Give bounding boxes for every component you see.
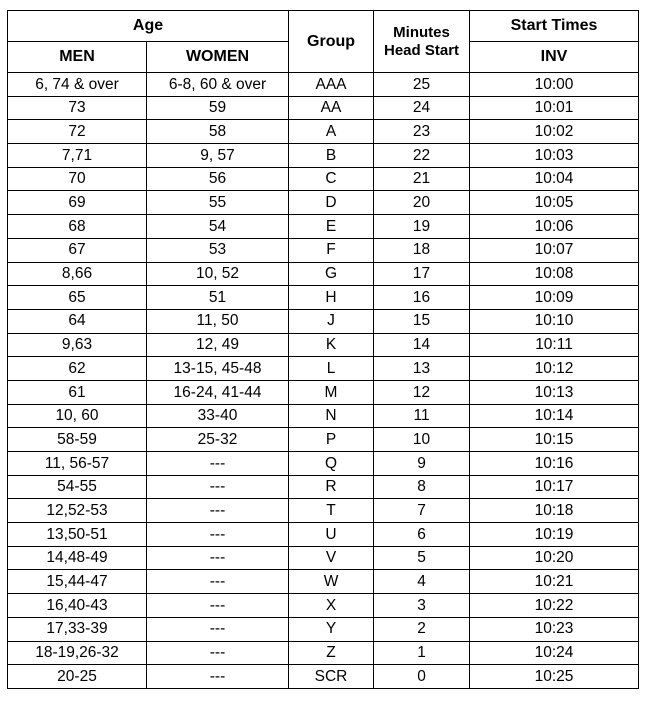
table-row — [8, 120, 639, 144]
women-age-cell: 59 — [147, 96, 289, 120]
start-time-cell: 10:25 — [470, 665, 639, 689]
women-age-cell: 10, 52 — [147, 262, 289, 286]
group-cell: B — [289, 144, 374, 168]
men-age-cell: 73 — [8, 96, 147, 120]
start-time-cell: 10:07 — [470, 238, 639, 262]
table-row — [8, 215, 639, 239]
women-age-cell: 9, 57 — [147, 144, 289, 168]
women-age-cell: --- — [147, 499, 289, 523]
table-row — [8, 238, 639, 262]
group-cell: G — [289, 262, 374, 286]
table-row — [8, 428, 639, 452]
women-age-cell: 58 — [147, 120, 289, 144]
table-body — [8, 73, 639, 689]
men-age-cell: 58-59 — [8, 428, 147, 452]
start-time-cell: 10:11 — [470, 333, 639, 357]
start-time-cell: 10:02 — [470, 120, 639, 144]
table-row — [8, 380, 639, 404]
start-time-cell: 10:04 — [470, 167, 639, 191]
women-age-cell: --- — [147, 475, 289, 499]
women-age-cell: --- — [147, 523, 289, 547]
table-row — [8, 570, 639, 594]
table-row — [8, 73, 639, 97]
table-row — [8, 523, 639, 547]
start-time-cell: 10:00 — [470, 73, 639, 97]
head-start-table — [7, 10, 639, 689]
start-time-cell: 10:10 — [470, 309, 639, 333]
minutes-header-line1: Minutes — [393, 23, 450, 41]
minutes-cell: 19 — [374, 215, 470, 239]
table-row — [8, 96, 639, 120]
minutes-cell: 18 — [374, 238, 470, 262]
men-age-cell: 11, 56-57 — [8, 452, 147, 476]
minutes-cell: 13 — [374, 357, 470, 381]
minutes-head-start-header — [374, 11, 470, 73]
table-row — [8, 404, 639, 428]
start-time-cell: 10:22 — [470, 594, 639, 618]
group-cell: J — [289, 309, 374, 333]
start-time-cell: 10:16 — [470, 452, 639, 476]
start-time-cell: 10:21 — [470, 570, 639, 594]
men-age-cell: 68 — [8, 215, 147, 239]
women-age-cell: 11, 50 — [147, 309, 289, 333]
table-row — [8, 475, 639, 499]
table-row — [8, 357, 639, 381]
women-age-cell: 16-24, 41-44 — [147, 380, 289, 404]
women-age-cell: --- — [147, 452, 289, 476]
women-age-cell: 53 — [147, 238, 289, 262]
men-age-cell: 13,50-51 — [8, 523, 147, 547]
men-age-cell: 72 — [8, 120, 147, 144]
group-cell: N — [289, 404, 374, 428]
minutes-cell: 14 — [374, 333, 470, 357]
start-time-cell: 10:12 — [470, 357, 639, 381]
start-time-cell: 10:19 — [470, 523, 639, 547]
men-age-cell: 16,40-43 — [8, 594, 147, 618]
group-cell: K — [289, 333, 374, 357]
men-age-cell: 65 — [8, 286, 147, 310]
group-cell: C — [289, 167, 374, 191]
women-age-cell: --- — [147, 617, 289, 641]
minutes-cell: 17 — [374, 262, 470, 286]
minutes-cell: 0 — [374, 665, 470, 689]
start-times-header: Start Times — [470, 11, 639, 42]
men-age-cell: 62 — [8, 357, 147, 381]
start-time-cell: 10:09 — [470, 286, 639, 310]
start-time-cell: 10:01 — [470, 96, 639, 120]
women-age-cell: 6-8, 60 & over — [147, 73, 289, 97]
start-time-cell: 10:05 — [470, 191, 639, 215]
table-row — [8, 617, 639, 641]
women-age-cell: 25-32 — [147, 428, 289, 452]
minutes-cell: 5 — [374, 546, 470, 570]
men-age-cell: 10, 60 — [8, 404, 147, 428]
table-row — [8, 262, 639, 286]
start-time-cell: 10:06 — [470, 215, 639, 239]
women-age-cell: 33-40 — [147, 404, 289, 428]
men-header: MEN — [8, 42, 147, 73]
group-cell: H — [289, 286, 374, 310]
women-age-cell: --- — [147, 665, 289, 689]
group-cell: Q — [289, 452, 374, 476]
header-row-top — [8, 11, 639, 42]
women-age-cell: --- — [147, 570, 289, 594]
minutes-cell: 15 — [374, 309, 470, 333]
start-time-cell: 10:24 — [470, 641, 639, 665]
men-age-cell: 17,33-39 — [8, 617, 147, 641]
women-age-cell: 54 — [147, 215, 289, 239]
start-time-cell: 10:08 — [470, 262, 639, 286]
group-cell: X — [289, 594, 374, 618]
table-row — [8, 452, 639, 476]
minutes-cell: 6 — [374, 523, 470, 547]
women-age-cell: 13-15, 45-48 — [147, 357, 289, 381]
table-row — [8, 286, 639, 310]
group-cell: W — [289, 570, 374, 594]
inv-header: INV — [470, 42, 639, 73]
minutes-cell: 1 — [374, 641, 470, 665]
minutes-cell: 3 — [374, 594, 470, 618]
women-age-cell: --- — [147, 594, 289, 618]
table-row — [8, 333, 639, 357]
minutes-cell: 2 — [374, 617, 470, 641]
minutes-cell: 12 — [374, 380, 470, 404]
group-cell: AA — [289, 96, 374, 120]
minutes-cell: 4 — [374, 570, 470, 594]
minutes-header-line2: Head Start — [384, 41, 460, 59]
age-header: Age — [8, 11, 289, 42]
women-age-cell: --- — [147, 641, 289, 665]
men-age-cell: 18-19,26-32 — [8, 641, 147, 665]
group-cell: A — [289, 120, 374, 144]
start-time-cell: 10:13 — [470, 380, 639, 404]
women-header: WOMEN — [147, 42, 289, 73]
group-cell: SCR — [289, 665, 374, 689]
table-row — [8, 309, 639, 333]
men-age-cell: 54-55 — [8, 475, 147, 499]
group-cell: Z — [289, 641, 374, 665]
start-time-cell: 10:17 — [470, 475, 639, 499]
group-cell: AAA — [289, 73, 374, 97]
men-age-cell: 70 — [8, 167, 147, 191]
group-cell: E — [289, 215, 374, 239]
group-cell: Y — [289, 617, 374, 641]
women-age-cell: 51 — [147, 286, 289, 310]
minutes-cell: 11 — [374, 404, 470, 428]
minutes-cell: 25 — [374, 73, 470, 97]
start-time-cell: 10:18 — [470, 499, 639, 523]
women-age-cell: 55 — [147, 191, 289, 215]
table-row — [8, 167, 639, 191]
men-age-cell: 12,52-53 — [8, 499, 147, 523]
group-cell: V — [289, 546, 374, 570]
women-age-cell: --- — [147, 546, 289, 570]
men-age-cell: 61 — [8, 380, 147, 404]
table-row — [8, 594, 639, 618]
minutes-cell: 24 — [374, 96, 470, 120]
men-age-cell: 64 — [8, 309, 147, 333]
minutes-cell: 9 — [374, 452, 470, 476]
group-cell: T — [289, 499, 374, 523]
men-age-cell: 67 — [8, 238, 147, 262]
minutes-cell: 10 — [374, 428, 470, 452]
start-time-cell: 10:03 — [470, 144, 639, 168]
table-row — [8, 144, 639, 168]
men-age-cell: 7,71 — [8, 144, 147, 168]
women-age-cell: 56 — [147, 167, 289, 191]
group-cell: D — [289, 191, 374, 215]
group-cell: F — [289, 238, 374, 262]
start-time-cell: 10:14 — [470, 404, 639, 428]
men-age-cell: 14,48-49 — [8, 546, 147, 570]
table-row — [8, 641, 639, 665]
minutes-cell: 22 — [374, 144, 470, 168]
table-row — [8, 546, 639, 570]
table-row — [8, 499, 639, 523]
group-cell: P — [289, 428, 374, 452]
table-row — [8, 191, 639, 215]
minutes-cell: 20 — [374, 191, 470, 215]
men-age-cell: 9,63 — [8, 333, 147, 357]
men-age-cell: 6, 74 & over — [8, 73, 147, 97]
women-age-cell: 12, 49 — [147, 333, 289, 357]
men-age-cell: 20-25 — [8, 665, 147, 689]
men-age-cell: 8,66 — [8, 262, 147, 286]
group-cell: U — [289, 523, 374, 547]
start-time-cell: 10:15 — [470, 428, 639, 452]
table-row — [8, 665, 639, 689]
group-header: Group — [289, 11, 374, 73]
start-time-cell: 10:20 — [470, 546, 639, 570]
minutes-cell: 21 — [374, 167, 470, 191]
minutes-cell: 8 — [374, 475, 470, 499]
men-age-cell: 15,44-47 — [8, 570, 147, 594]
minutes-cell: 7 — [374, 499, 470, 523]
group-cell: L — [289, 357, 374, 381]
men-age-cell: 69 — [8, 191, 147, 215]
start-time-cell: 10:23 — [470, 617, 639, 641]
minutes-cell: 23 — [374, 120, 470, 144]
minutes-cell: 16 — [374, 286, 470, 310]
group-cell: R — [289, 475, 374, 499]
group-cell: M — [289, 380, 374, 404]
